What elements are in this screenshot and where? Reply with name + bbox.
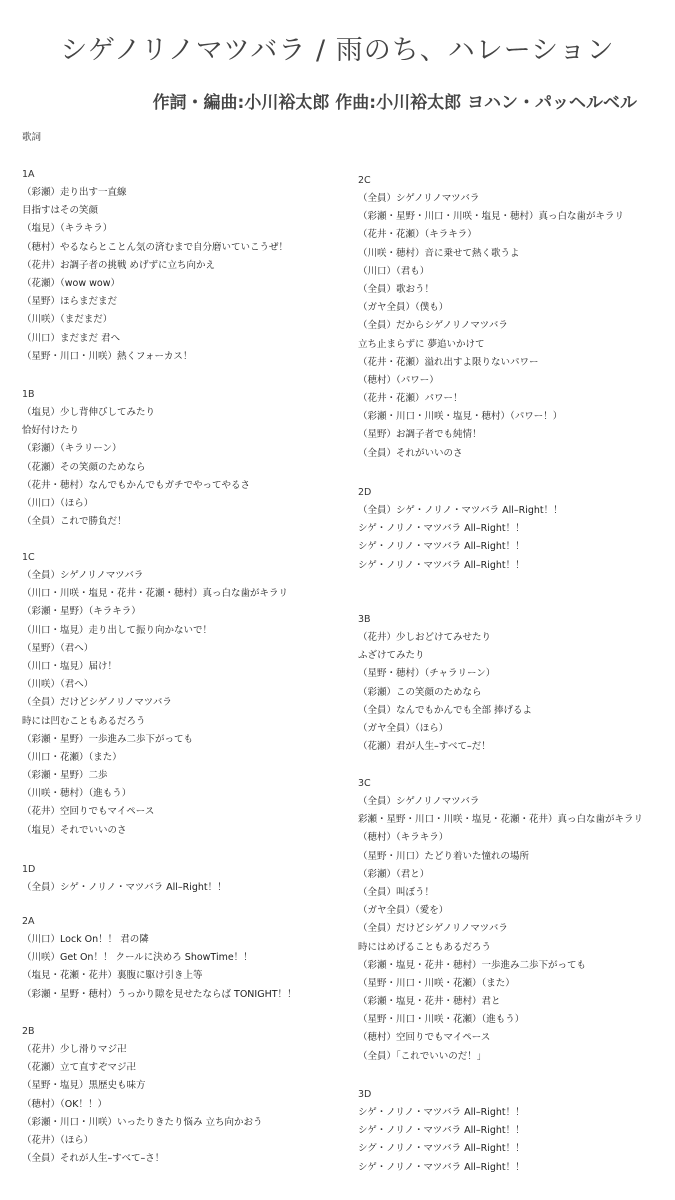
lyric-line: （全員）それがいいのさ <box>358 447 463 459</box>
section-1c <box>22 548 288 840</box>
section-label: 2A <box>22 916 35 927</box>
lyric-line: （星野）ほらまだまだ <box>22 296 118 308</box>
lyric-line: （全員）シゲノリノマツバラ <box>22 570 144 581</box>
lyric-line: （星野・塩見）黒歴史も味方 <box>22 1080 146 1092</box>
lyric-line: （花井）少しおどけてみせたり <box>358 632 492 643</box>
lyric-line: （彩瀬・星野）二歩 <box>22 770 108 782</box>
lyric-line: （穂村）（OK！！） <box>22 1098 107 1110</box>
lyric-line: （全員）だけどシゲノリノマツバラ <box>358 923 508 935</box>
lyric-line: （花井）空回りでもマイペース <box>22 806 155 818</box>
page-title: シゲノリノマツバラ / 雨のち、ハレーション <box>60 35 615 66</box>
lyric-line: （全員）それが人生–すべて–さ！ <box>22 1153 165 1165</box>
lyric-line: （全員）シゲノリノマツバラ <box>358 193 480 204</box>
lyric-line: ふざけてみたり <box>358 650 425 662</box>
lyric-line: （川口・塩見）走り出して振り向かないで！ <box>22 624 213 636</box>
lyric-line: シゲ・ノリノ・マツバラ All–Right！！ <box>358 523 525 535</box>
lyric-line: （塩見）（キラキラ） <box>22 223 113 235</box>
lyric-line: 恰好付けたり <box>22 425 80 437</box>
lyric-line: （川咲・穂村）（進もう） <box>22 788 132 800</box>
section-1a <box>22 165 288 366</box>
section-label: 1C <box>22 552 35 563</box>
lyric-line: （星野）お調子者でも純情！ <box>358 429 482 441</box>
lyric-line: （ガヤ全員）（ほら） <box>358 722 449 734</box>
lyric-line: （川口）（ほら） <box>22 497 94 509</box>
lyric-line: （彩瀬）（君と） <box>358 868 430 880</box>
lyric-line: （全員）叫ぼう！ <box>358 886 435 898</box>
section-2a <box>22 912 297 1004</box>
lyric-line: （花井）お調子者の挑戦 めげずに立ち向かえ <box>22 259 216 271</box>
lyric-line: （彩瀬・川口・川咲）いったりきたり悩み 立ち向かおう <box>22 1116 263 1128</box>
lyric-line: （川咲）（まだまだ） <box>22 314 113 326</box>
lyric-line: （彩瀬・塩見・花井・穂村）一歩進み二歩下がっても <box>358 959 587 971</box>
lyric-line: 目指すはその笑顔 <box>22 205 99 217</box>
lyric-line: （花瀬）君が人生–すべて–だ！ <box>358 741 491 753</box>
lyric-line: （星野・川口・川咲・花瀬）（進もう） <box>358 1014 525 1026</box>
section-1b <box>22 385 250 531</box>
section-label: 2C <box>358 175 371 186</box>
section-2b <box>22 1022 263 1168</box>
section-3d <box>358 1085 525 1177</box>
section-label: 1B <box>22 389 35 400</box>
lyric-line: （全員）歌おう！ <box>358 283 435 295</box>
lyric-line: （ガヤ全員）（僕も） <box>358 302 449 314</box>
lyric-line: シゲ・ノリノ・マツバラ All–Right！！ <box>358 541 525 553</box>
lyric-line: （全員）だけどシゲノリノマツバラ <box>22 697 172 709</box>
section-label: 3D <box>358 1089 372 1100</box>
lyric-line: （花井）少し滑りマジ卍 <box>22 1044 127 1055</box>
lyric-line: 彩瀬・星野・川口・川咲・塩見・花瀬・花井）真っ白な歯がキラリ <box>358 814 644 826</box>
lyric-line: （彩瀬・星野・川口・川咲・塩見・穂村）真っ白な歯がキラリ <box>358 211 625 223</box>
section-2c <box>358 171 624 463</box>
lyric-line: （花井・花瀬）（キラキラ） <box>358 229 477 241</box>
lyric-line: （塩見）それでいいのさ <box>22 824 127 836</box>
lyric-line: （星野）（君へ） <box>22 642 94 654</box>
lyric-line: （全員）シゲノリノマツバラ <box>358 796 480 807</box>
lyric-line: （穂村）（キラキラ） <box>358 832 449 844</box>
credits: 作詞・編曲:小川裕太郎 作曲:小川裕太郎 ヨハン・パッヘルベル <box>152 93 637 113</box>
lyric-line: （川口）（君も） <box>358 265 430 277</box>
lyric-line: （花井・花瀬）溢れ出すよ限りないパワー <box>358 356 539 368</box>
lyrics-label: 歌詞 <box>22 132 42 143</box>
section-label: 2D <box>358 487 372 498</box>
lyric-line: （彩瀬・星野）（キラキラ） <box>22 606 141 618</box>
lyric-line: （川咲）（君へ） <box>22 679 94 691</box>
lyric-line: （川咲）Get On！！ クールに決めろ ShowTime！！ <box>22 952 253 964</box>
section-1d <box>22 860 227 897</box>
lyric-line: （塩見・花瀬・花井）裏腹に駆け引き上等 <box>22 970 203 982</box>
lyric-line: シゲ・ノリノ・マツバラ All–Right！！ <box>358 559 525 571</box>
lyric-line: （星野・川口）たどり着いた憧れの場所 <box>358 850 530 862</box>
lyric-line: （花瀬）（wow wow） <box>22 277 120 289</box>
section-2d <box>358 483 563 575</box>
section-3c <box>358 774 643 1066</box>
lyric-line: （全員）なんでもかんでも全部 捧げるよ <box>358 704 533 716</box>
lyric-line: シゲ・ノリノ・マツバラ All–Right！！ <box>358 1161 525 1173</box>
lyric-line: （彩瀬）走り出す一直線 <box>22 187 127 198</box>
lyric-line: （花瀬）立て直すぞマジ卍 <box>22 1062 137 1074</box>
lyric-line: （星野・穂村）（チャラリーン） <box>358 668 496 680</box>
lyric-line: 立ち止まらずに 夢追いかけて <box>358 338 485 350</box>
lyric-line: （川口）Lock On！！ 君の隣 <box>22 934 149 945</box>
lyric-line: （星野・川口・川咲・花瀬）（また） <box>358 977 515 989</box>
lyric-line: （花瀬）その笑顔のためなら <box>22 461 146 473</box>
section-label: 1D <box>22 864 36 875</box>
lyric-line: （川口・塩見）届け！ <box>22 660 118 672</box>
section-label: 3B <box>358 614 371 625</box>
lyric-line: （穂村）空回りでもマイペース <box>358 1032 491 1044</box>
lyric-line: 時には凹むこともあるだろう <box>22 715 146 727</box>
lyric-line: （彩瀬・塩見・花井・穂村）君と <box>358 996 501 1008</box>
section-label: 3C <box>358 778 371 789</box>
section-3b <box>358 610 532 756</box>
lyric-line: （川口・花瀬）（また） <box>22 751 122 763</box>
section-label: 1A <box>22 169 35 180</box>
lyric-line: （ガヤ全員）（愛を） <box>358 905 449 917</box>
lyric-line: （彩瀬・星野）一歩進み二歩下がっても <box>22 733 194 745</box>
lyric-line: （穂村）（パワー） <box>358 374 439 386</box>
lyric-line: （全員）「これでいいのだ！」 <box>358 1050 487 1062</box>
lyric-line: （花井・穂村）なんでもかんでもガチでやってやるさ <box>22 479 251 491</box>
lyric-line: （花井・花瀬）パワー！ <box>358 393 463 405</box>
lyric-line: （全員）シゲ・ノリノ・マツバラ All–Right！！ <box>22 882 227 893</box>
section-label: 2B <box>22 1026 35 1037</box>
lyric-line: 時にはめげることもあるだろう <box>358 941 492 953</box>
lyric-line: （川咲・穂村）音に乗せて熱く歌うよ <box>358 247 520 259</box>
lyric-line: （塩見）少し背伸びしてみたり <box>22 407 156 418</box>
lyric-line: （川口・川咲・塩見・花井・花瀬・穂村）真っ白な歯がキラリ <box>22 588 289 600</box>
lyric-line: （彩瀬）（キラリーン） <box>22 443 122 455</box>
lyric-line: （穂村）やるならとことん気の済むまで自分磨いていこうぜ！ <box>22 241 289 253</box>
lyric-line: （彩瀬）この笑顔のためなら <box>358 686 482 698</box>
lyric-line: （川口）まだまだ 君へ <box>22 332 121 344</box>
lyric-line: （彩瀬・星野・穂村）うっかり隙を見せたならば TONIGHT！！ <box>22 988 297 1000</box>
lyric-line: シゲ・ノリノ・マツバラ All–Right！！ <box>358 1125 525 1137</box>
lyric-line: （星野・川口・川咲）熱くフォーカス！ <box>22 350 193 362</box>
lyric-line: （花井）（ほら） <box>22 1134 94 1146</box>
lyric-line: （全員）シゲ・ノリノ・マツバラ All–Right！！ <box>358 505 563 516</box>
lyric-line: シゲ・ノリノ・マツバラ All–Right！！ <box>358 1107 525 1118</box>
lyric-line: シグ・ノリノ・マツバラ All–Right！！ <box>358 1143 525 1155</box>
lyric-line: （全員）これで勝負だ！ <box>22 516 127 528</box>
lyric-line: （全員）だからシゲノリノマツバラ <box>358 320 508 332</box>
lyric-line: （彩瀬・川口・川咲・塩見・穂村）（パワー！） <box>358 411 563 423</box>
